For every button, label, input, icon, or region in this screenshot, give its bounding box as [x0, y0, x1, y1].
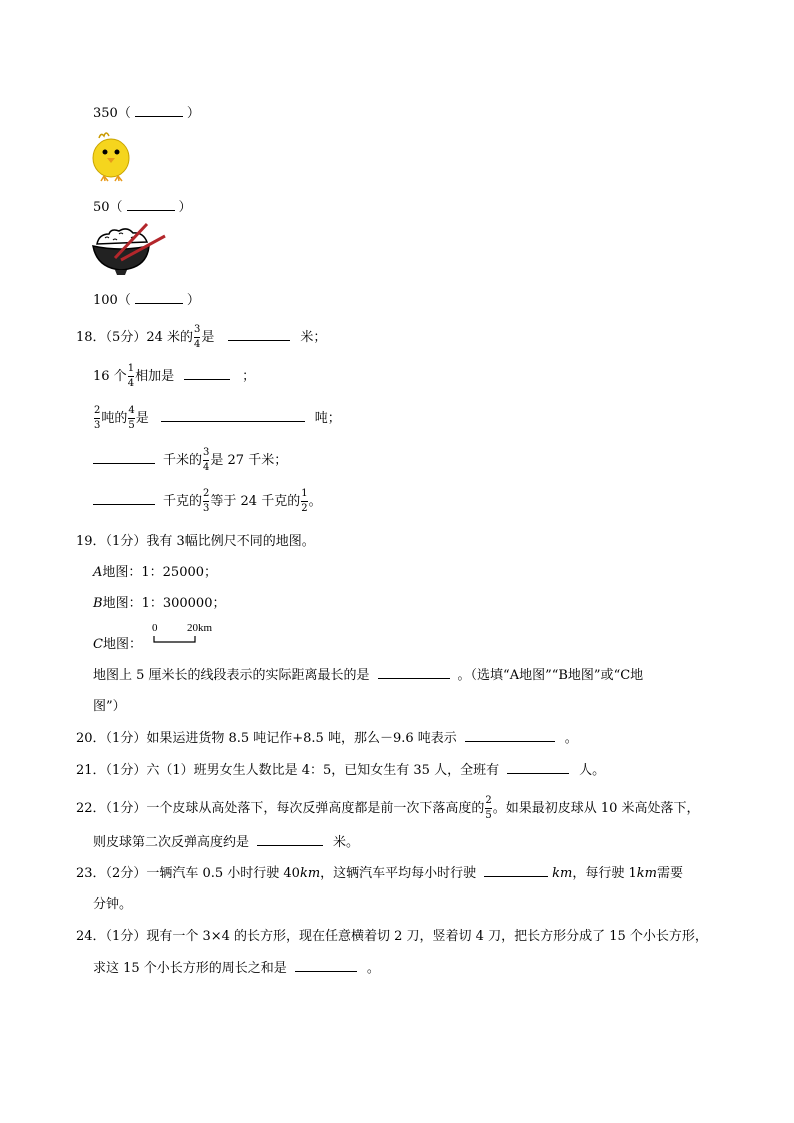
fraction: $\frac{3}{4}$ [203, 447, 210, 473]
answer-blank[interactable] [127, 198, 175, 211]
q19-map-a: A地图：1：25000； [93, 565, 218, 580]
answer-blank[interactable] [184, 367, 230, 380]
q21: 21．（1分）六（1）班男女生人数比是 4：5，已知女生有 35 人，全班有 人。 [76, 763, 606, 778]
item-100: 100（ ） [93, 293, 200, 308]
answer-blank[interactable] [507, 761, 569, 774]
q23-line1: 23．（2分）一辆汽车 0.5 小时行驶 40km，这辆汽车平均每小时行驶 km，每行驶 1km需要 [76, 866, 684, 881]
q18-line3: $\frac{2}{3}$ 吨的 $\frac{4}{5}$ 是 吨； [94, 405, 341, 431]
scale-bar-icon [153, 636, 197, 644]
q24-line1: 24．（1分）现有一个 3×4 的长方形，现在任意横着切 2 刀，竖着切 4 刀，把长方形分成了 15 个小长方形， [76, 929, 708, 944]
fraction: $\frac{3}{4}$ [194, 324, 201, 350]
answer-blank[interactable] [228, 328, 290, 341]
q18-line1: 18．（5分）24 米的 $\frac{3}{4}$ 是 米； [76, 324, 327, 350]
q19-head: 19．（1分）我有 3幅比例尺不同的地图。 [76, 534, 315, 549]
q22-line1: 22．（1分）一个皮球从高处落下，每次反弹高度都是前一次下落高度的 $\frac{2}{5}$ 。如果最初皮球从 10 米高处落下， [76, 795, 700, 821]
q19-line2: 图”） [93, 699, 126, 714]
fraction: $\frac{4}{5}$ [128, 405, 135, 431]
chick-icon [91, 128, 135, 182]
item-50: 50（ ） [93, 200, 192, 215]
answer-blank[interactable] [135, 104, 183, 117]
q18-line2: 16 个 $\frac{1}{4}$ 相加是 ； [93, 363, 256, 389]
fraction: $\frac{2}{5}$ [485, 795, 492, 821]
q18-line5: 千克的 $\frac{2}{3}$ 等于 24 千克的 $\frac{1}{2}$ 。 [93, 489, 322, 514]
q20: 20．（1分）如果运进货物 8.5 吨记作+8.5 吨，那么－9.6 吨表示 。 [76, 731, 578, 746]
rice-bowl-icon [91, 220, 171, 278]
answer-blank[interactable] [378, 666, 450, 679]
answer-blank[interactable] [93, 492, 155, 505]
answer-blank[interactable] [484, 864, 548, 877]
q19-line1: 地图上 5 厘米长的线段表示的实际距离最长的是 。（选填“A地图”“B地图”或“C地 [93, 668, 644, 683]
answer-blank[interactable] [161, 409, 305, 422]
answer-blank[interactable] [257, 833, 323, 846]
scale-distance-label: 20km [187, 622, 213, 634]
answer-blank[interactable] [135, 291, 183, 304]
fraction: $\frac{2}{3}$ [94, 405, 101, 431]
q19-map-c: C地图： [93, 637, 142, 652]
answer-blank[interactable] [295, 959, 357, 972]
fraction: $\frac{2}{3}$ [203, 488, 210, 514]
scale-zero-label: 0 [152, 622, 158, 634]
fraction: $\frac{1}{4}$ [127, 363, 135, 389]
answer-blank[interactable] [93, 451, 155, 464]
q24-line2: 求这 15 个小长方形的周长之和是 。 [93, 961, 380, 976]
q18-line4: 千米的 $\frac{3}{4}$ 是 27 千米； [93, 448, 287, 473]
item-350: 350（ ） [93, 106, 200, 121]
fraction: $\frac{1}{2}$ [301, 488, 308, 514]
q19-map-b: B地图：1：300000； [93, 596, 226, 611]
answer-blank[interactable] [465, 729, 555, 742]
q23-line2: 分钟。 [93, 897, 133, 912]
q22-line2: 则皮球第二次反弹高度约是 米。 [93, 835, 360, 850]
